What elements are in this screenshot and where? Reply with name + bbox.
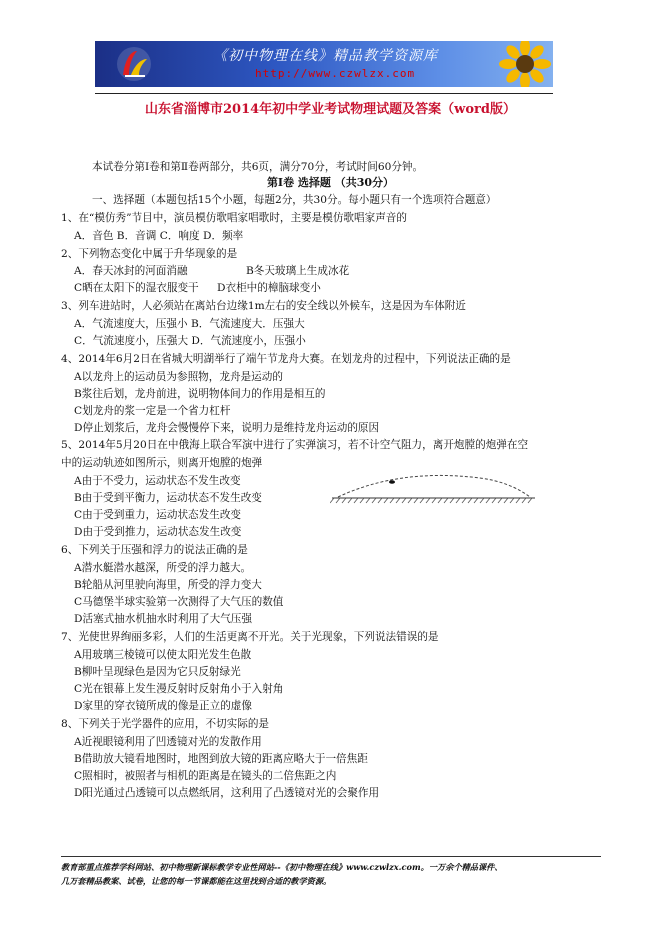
question-3-options-cd: C．气流速度小，压强大 D．气流速度小，压强小 — [74, 335, 306, 347]
question-5-stem-1: 5、2014年5月20日在中俄海上联合军演中进行了实弹演习，若不计空气阻力，离开炮膛的炮弹在空 — [61, 439, 529, 451]
question-6-stem: 6、下列关于压强和浮力的说法正确的是 — [61, 544, 248, 556]
question-5-option-a: A由于不受力，运动状态不发生改变 — [74, 475, 241, 487]
question-5-stem-2: 中的运动轨迹如图所示，则离开炮膛的炮弹 — [61, 457, 263, 469]
question-2-option-d: D衣柜中的樟脑球变小 — [217, 282, 321, 294]
question-7-option-a: A用玻璃三棱镜可以使太阳光发生色散 — [74, 649, 252, 661]
footer-line-2: 几万套精品教案、试卷，让您的每一节课都能在这里找到合适的教学资源。 — [61, 876, 332, 886]
question-4-option-c: C划龙舟的浆一定是一个省力杠杆 — [74, 405, 231, 417]
question-8-option-a: A近视眼镜利用了凹透镜对光的发散作用 — [74, 736, 262, 748]
site-logo-icon — [115, 45, 153, 83]
question-6-option-c: C马德堡半球实验第一次测得了大气压的数值 — [74, 596, 284, 608]
question-7-option-d: D家里的穿衣镜所成的像是正立的虚像 — [74, 700, 252, 712]
question-6-option-a: A潜水艇潜水越深，所受的浮力越大。 — [74, 562, 252, 574]
question-4-option-d: D停止划浆后，龙舟会慢慢停下来，说明力是维持龙舟运动的原因 — [74, 422, 380, 434]
question-5-option-c: C由于受到重力，运动状态发生改变 — [74, 509, 242, 521]
footer-rule — [61, 856, 601, 857]
document-title: 山东省淄博市2014年初中学业考试物理试题及答案（word版） — [145, 102, 516, 117]
question-2-option-c: C晒在太阳下的湿衣服变干 — [74, 282, 199, 294]
shell-marker — [389, 480, 395, 484]
question-2-row-2 — [74, 281, 321, 295]
question-8-option-b: B借助放大镜看地图时，地图到放大镜的距离应略大于一倍焦距 — [74, 753, 368, 765]
question-2-row-1 — [74, 264, 350, 278]
header-rule — [95, 93, 553, 94]
question-5-option-d: D由于受到推力，运动状态发生改变 — [74, 526, 242, 538]
question-7-option-c: C光在银幕上发生漫反射时反射角小于入射角 — [74, 683, 284, 695]
question-7-option-b: B柳叶呈现绿色是因为它只反射绿光 — [74, 666, 241, 678]
sunflower-icon — [495, 41, 551, 87]
question-4-stem: 4、2014年6月2日在省城大明湖举行了端午节龙舟大赛。在划龙舟的过程中，下列说法正确的是 — [61, 353, 511, 365]
footer-line-1: 教育部重点推荐学科网站、初中物理新课标教学专业性网站--《初中物理在线》www.czwlzx.com。一万余个精品课件、 — [61, 862, 503, 872]
question-2-option-b: B冬天玻璃上生成冰花 — [246, 265, 350, 277]
question-2-option-a: A．春天冰封的河面消融 — [74, 265, 188, 277]
question-4-option-b: B浆往后划，龙舟前进，说明物体间力的作用是相互的 — [74, 388, 326, 400]
section-instruction: 一、选择题（本题包括15个小题，每题2分，共30分。每小题只有一个选项符合题意） — [92, 194, 497, 206]
question-6-option-b: B轮船从河里驶向海里，所受的浮力变大 — [74, 579, 262, 591]
exam-intro: 本试卷分第Ⅰ卷和第Ⅱ卷两部分，共6页，满分70分，考试时间60分钟。 — [92, 161, 424, 173]
ground-hatching — [330, 498, 532, 503]
banner-title: 《初中物理在线》精品教学资源库 — [213, 48, 438, 64]
question-8-option-c: C照相时，被照者与相机的距离是在镜头的二倍焦距之内 — [74, 770, 337, 782]
trajectory-curve — [338, 475, 530, 497]
question-4-option-a: A以龙舟上的运动员为参照物，龙舟是运动的 — [74, 371, 283, 383]
question-8-stem: 8、下列关于光学器件的应用，不切实际的是 — [61, 718, 270, 730]
question-1-options: A．音色 B．音调 C．响度 D．频率 — [74, 230, 244, 242]
question-7-stem: 7、光使世界绚丽多彩，人们的生活更离不开光。关于光现象，下列说法错误的是 — [61, 631, 439, 643]
question-3-options-ab: A．气流速度大，压强小 B．气流速度大．压强大 — [74, 318, 305, 330]
header-banner — [95, 41, 553, 87]
section-title: 第Ⅰ卷 选择题 （共30分） — [266, 176, 395, 189]
banner-url[interactable]: http://www.czwlzx.com — [255, 67, 416, 80]
question-1-stem: 1、在“模仿秀”节目中，演员模仿歌唱家唱歌时，主要是模仿歌唱家声音的 — [61, 212, 407, 224]
projectile-trajectory-diagram — [330, 474, 540, 506]
question-3-stem: 3、列车进站时，人必须站在离站台边缘1m左右的安全线以外候车，这是因为车体附近 — [61, 300, 466, 312]
question-5-option-b: B由于受到平衡力，运动状态不发生改变 — [74, 492, 262, 504]
question-8-option-d: D阳光通过凸透镜可以点燃纸屑，这利用了凸透镜对光的会聚作用 — [74, 787, 380, 799]
question-6-option-d: D活塞式抽水机抽水时利用了大气压强 — [74, 613, 252, 625]
question-2-stem: 2、下列物态变化中属于升华现象的是 — [61, 248, 238, 260]
